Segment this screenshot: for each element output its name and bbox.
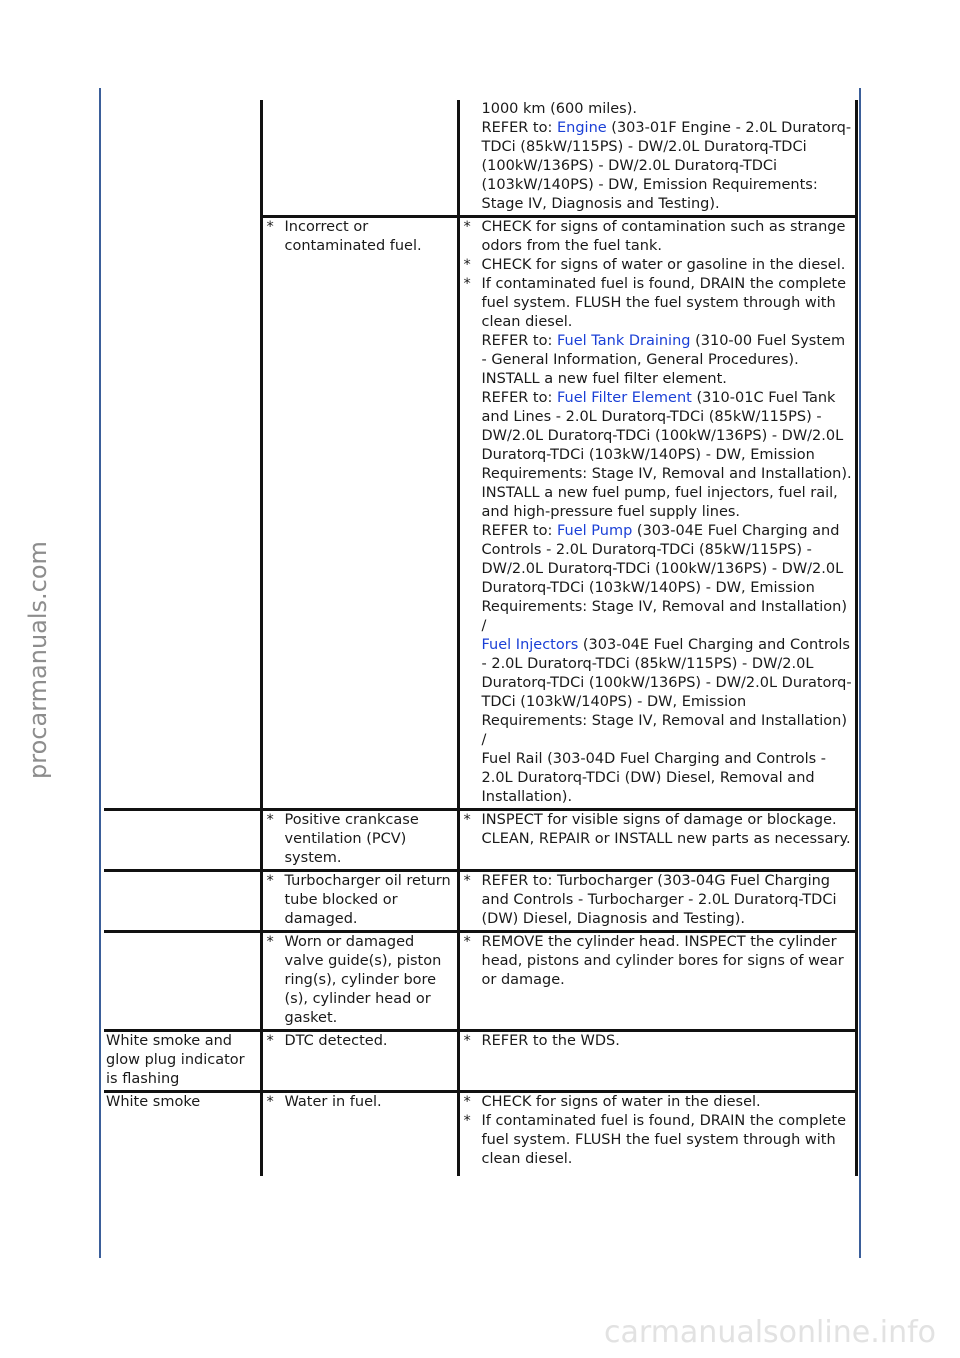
refer-line: Fuel Injectors (303-04E Fuel Charging and Controls - 2.0L Duratorq-TDCi (85kW/115PS) - DW/2.0L Duratorq-TDCi (100kW/136PS) - DW/2.0L Duratorq-TDCi (103kW/140PS) - DW, Emission Requirements: Stage IV, Removal and Installation) / [481,637,852,748]
bullet-icon: * [266,1094,274,1110]
action-cell [458,871,856,932]
refer-line: REFER to: Fuel Filter Element (310-01C Fuel Tank and Lines - 2.0L Duratorq-TDCi (85kW/115PS) - DW/2.0L Duratorq-TDCi (100kW/136PS) - DW/2.0L Duratorq-TDCi (103kW/140PS) - DW, Emission Requirements: Stage IV, Removal and Installation). [481,390,852,482]
bullet-icon: * [266,1033,274,1049]
fuel-filter-element-link[interactable]: Fuel Filter Element [556,390,692,406]
action-cell [458,932,856,1031]
bullet-icon: * [266,873,274,889]
action-text: INSTALL a new fuel pump, fuel injectors, fuel rail, and high-pressure fuel supply lines. [481,485,838,520]
left-margin-rule [99,88,101,1258]
table-row [104,1092,856,1176]
condition-cell [104,100,261,217]
bullet-icon: * [463,1113,471,1129]
table-row [104,100,856,217]
action-item: * REMOVE the cylinder head. INSPECT the cylinder head, pistons and cylinder bores for signs of wear or damage. [463,934,844,988]
refer-line: REFER to: Fuel Tank Draining (310-00 Fuel System - General Information, General Procedures). [481,333,846,368]
condition-cell [104,871,261,932]
bullet-icon: * [463,934,471,950]
action-item: * If contaminated fuel is found, DRAIN the complete fuel system. FLUSH the fuel system through with clean diesel. [463,1113,847,1167]
cause-item: * Turbocharger oil return tube blocked or damaged. [266,873,451,927]
engine-link[interactable]: Engine [556,120,607,136]
bullet-icon: * [463,219,471,235]
action-item: * INSPECT for visible signs of damage or blockage. CLEAN, REPAIR or INSTALL new parts as necessary. [463,812,851,847]
table-row [104,871,856,932]
cause-cell [261,217,458,810]
action-cell [458,1092,856,1176]
bullet-icon: * [463,873,471,889]
cause-cell [261,1092,458,1176]
action-item: * CHECK for signs of water or gasoline in the diesel. [463,257,846,273]
fuel-pump-link[interactable]: Fuel Pump [556,523,633,539]
table-row [104,217,856,810]
bullet-icon: * [463,1094,471,1110]
fuel-tank-draining-link[interactable]: Fuel Tank Draining [556,333,691,349]
bullet-icon: * [266,934,274,950]
diagnosis-table [104,100,858,1176]
fuel-injectors-link[interactable]: Fuel Injectors [481,637,579,653]
action-cell [458,1031,856,1092]
action-cell [458,217,856,810]
cause-item: * Positive crankcase ventilation (PCV) system. [266,812,419,866]
bottom-watermark: carmanualsonline.info [604,1315,936,1350]
action-cell [458,100,856,217]
cause-item: * Worn or damaged valve guide(s), piston ring(s), cylinder bore (s), cylinder head or gasket. [266,934,442,1026]
condition-cell [104,932,261,1031]
cause-cell [261,100,458,217]
action-text: Fuel Rail (303-04D Fuel Charging and Controls - 2.0L Duratorq-TDCi (DW) Diesel, Removal and Installation). [481,751,827,805]
bullet-icon: * [463,812,471,828]
cause-cell [261,1031,458,1092]
condition-cell [104,810,261,871]
action-item: * If contaminated fuel is found, DRAIN the complete fuel system. FLUSH the fuel system through with clean diesel. [463,276,847,330]
bullet-icon: * [463,1033,471,1049]
cause-cell [261,871,458,932]
cause-item: * Incorrect or contaminated fuel. [266,219,422,254]
action-text: INSTALL a new fuel filter element. [481,371,727,387]
refer-line: REFER to: Engine (303-01F Engine - 2.0L Duratorq-TDCi (85kW/115PS) - DW/2.0L Duratorq-TDCi (100kW/136PS) - DW/2.0L Duratorq-TDCi (103kW/140PS) - DW, Emission Requirements: Stage IV, Diagnosis and Testing). [481,120,852,212]
action-item: * CHECK for signs of water in the diesel. [463,1094,761,1110]
cause-item: * DTC detected. [266,1033,388,1049]
bullet-icon: * [266,219,274,235]
action-item: * REFER to: Turbocharger (303-04G Fuel Charging and Controls - Turbocharger - 2.0L Duratorq-TDCi (DW) Diesel, Diagnosis and Testing). [463,873,837,927]
condition-cell: White smoke and glow plug indicator is flashing [104,1031,261,1092]
table-row [104,932,856,1031]
action-text: 1000 km (600 miles). [481,101,638,117]
cause-cell [261,810,458,871]
side-watermark: procarmanuals.com [24,541,52,779]
bullet-icon: * [463,257,471,273]
action-cell [458,810,856,871]
bullet-icon: * [266,812,274,828]
condition-cell [104,217,261,810]
cause-cell [261,932,458,1031]
cause-item: * Water in fuel. [266,1094,382,1110]
refer-line: REFER to: Fuel Pump (303-04E Fuel Charging and Controls - 2.0L Duratorq-TDCi (85kW/115PS) - DW/2.0L Duratorq-TDCi (100kW/136PS) - DW/2.0L Duratorq-TDCi (103kW/140PS) - DW, Emission Requirements: Stage IV, Removal and Installation) / [481,523,848,634]
action-item: * REFER to the WDS. [463,1033,620,1049]
bullet-icon: * [463,276,471,292]
condition-cell: White smoke [104,1092,261,1176]
right-margin-rule [859,88,861,1258]
table-row [104,1031,856,1092]
action-item: * CHECK for signs of contamination such as strange odors from the fuel tank. [463,219,846,254]
table-row [104,810,856,871]
